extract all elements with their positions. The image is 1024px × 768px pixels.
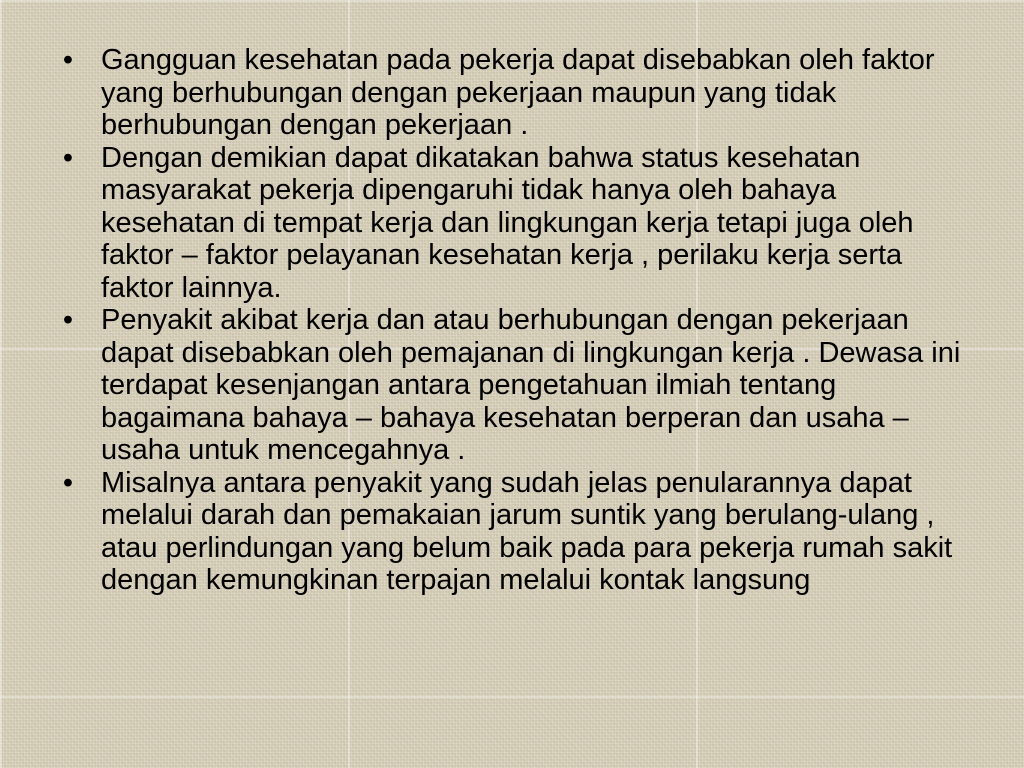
bullet-list [56, 44, 976, 597]
bullet-icon: • [62, 466, 74, 499]
slide-content [56, 44, 976, 597]
bullet-item [56, 142, 976, 305]
bullet-item [56, 304, 976, 467]
background-seam [0, 0, 1024, 2]
bullet-text: Dengan demikian dapat dikatakan bahwa status kesehatan masyarakat pekerja dipengaruhi tidak hanya oleh bahaya kesehatan di tempat kerja dan lingkungan kerja tetapi juga oleh faktor – faktor pelayanan kesehatan kerja , perilaku kerja serta faktor lainnya. [101, 141, 914, 304]
bullet-text: Gangguan kesehatan pada pekerja dapat disebabkan oleh faktor yang berhubungan dengan pekerjaan maupun yang tidak berhubungan dengan pekerjaan . [101, 44, 935, 141]
bullet-icon: • [62, 44, 74, 76]
bullet-text: Misalnya antara penyakit yang sudah jelas penularannya dapat melalui darah dan pemakaian jarum suntik yang berulang-ulang , atau perlindungan yang belum baik pada para pekerja rumah sakit dengan kemungkinan terpajan melalui kontak langsung [101, 466, 953, 596]
bullet-text: Penyakit akibat kerja dan atau berhubungan dengan pekerjaan dapat disebabkan oleh pemajanan di lingkungan kerja . Dewasa ini terdapat kesenjangan antara pengetahuan ilmiah tentang bagaimana bahaya – bahaya kesehatan berperan dan usaha – usaha untuk mencegahnya . [101, 304, 961, 466]
bullet-item [56, 467, 976, 597]
bullet-icon: • [62, 141, 74, 174]
bullet-item [56, 44, 976, 142]
bullet-icon: • [62, 304, 74, 336]
background-seam [0, 0, 2, 768]
background-seam [0, 696, 1024, 698]
